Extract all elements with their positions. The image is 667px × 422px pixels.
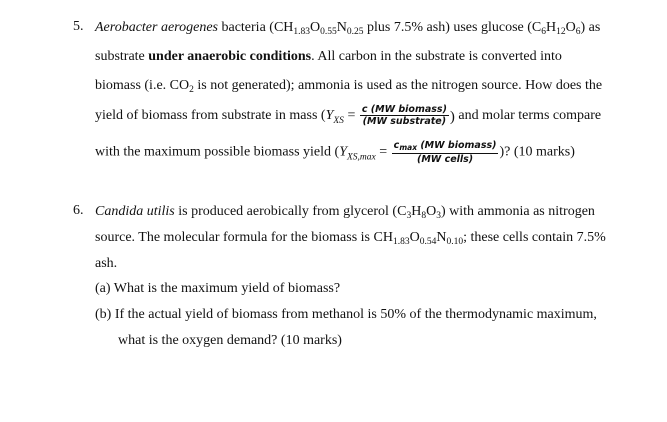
- organism-name: Candida utilis: [95, 204, 175, 219]
- q6-part-a: (a) What is the maximum yield of biomass?: [95, 281, 341, 296]
- q5-line-4: yield of biomass from substrate in mass ($Y_{XS}$ = $\frac{\text{c (MW biomass)}}{\text{(MW substrate)}}$ ) and molar terms compare: [95, 104, 602, 128]
- organism-name: Aerobacter aerogenes: [95, 20, 218, 35]
- q5-line-5: with the maximum possible biomass yield ($Y_{XS,max}$ = $\frac{c_{max} (MW biomass)}{\text{(MW cells)}}$ )? (10 marks): [95, 140, 575, 165]
- max-yield-fraction: $\frac{c_{max} (MW biomass)}{\text{(MW cells)}}$: [393, 140, 497, 165]
- emphasis-text: under anaerobic conditions: [148, 49, 312, 64]
- q5-line-3: biomass (i.e. $CO_2$ is not generated); ammonia is used as the nitrogen source. How does the: [95, 78, 603, 95]
- yield-fraction: $\frac{\text{c (MW biomass)}}{\text{(MW substrate)}}$: [361, 104, 447, 128]
- question-number: 5.: [73, 19, 84, 34]
- q5-line-1: Aerobacter aerogenes bacteria ($CH_{1.83}O_{0.55}N_{0.25}$ plus 7.5% ash) uses glucose $(C_6H_{12}O_6)$ as: [95, 20, 601, 37]
- q6-part-b-line-1: (b) If the actual yield of biomass from methanol is 50% of the thermodynamic maximum,: [95, 307, 597, 322]
- q6-line-3: ash.: [95, 256, 118, 271]
- q6-line-2: source. The molecular formula for the biomass is $CH_{1.83}O_{0.54}N_{0.10}$; these cells contain 7.5%: [95, 230, 606, 247]
- q5-line-2: substrate under anaerobic conditions. All carbon in the substrate is converted into: [95, 49, 562, 64]
- q6-line-1: Candida utilis is produced aerobically from glycerol $(C_3H_8O_3)$ with ammonia as nitrogen: [95, 204, 595, 221]
- q6-part-b-line-2: what is the oxygen demand? (10 marks): [118, 333, 342, 348]
- question-number: 6.: [73, 203, 84, 218]
